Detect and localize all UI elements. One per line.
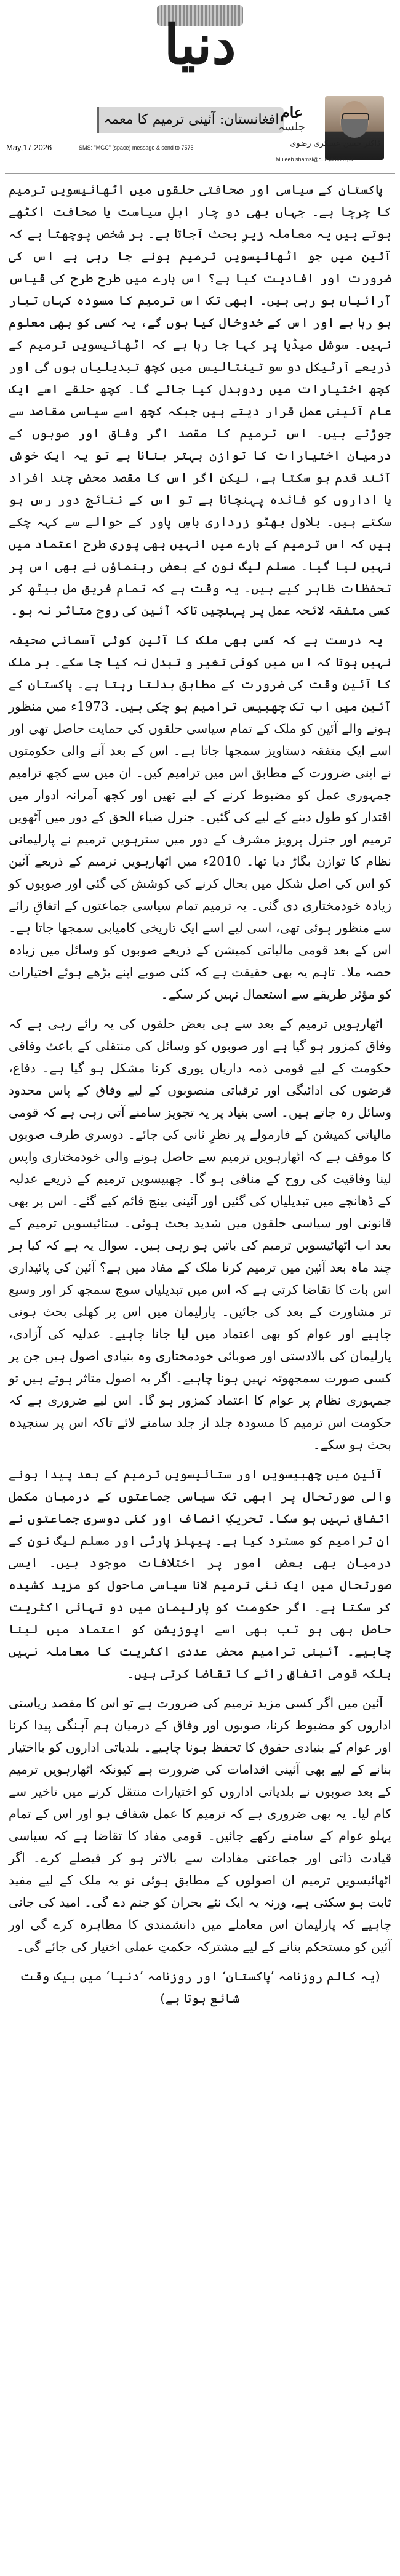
article-paragraph: آئین میں اگر کسی مزید ترمیم کی ضرورت ہے تو اس کا مقصد ریاستی اداروں کو مضبوط کرنا، صوبوں اور وفاق کے درمیان ہم آہنگی پیدا کرنا اور عوام کے بنیادی حقوق کا تحفظ ہونا چاہیے۔ بلدیاتی اداروں کو بااختیار بنانے کے لیے بھی آئینی اقدامات کی ضرورت ہے کیونکہ اٹھارہویں ترمیم کے بعد صوبوں نے بلدیاتی اداروں کو اختیارات منتقل کرنے میں تاخیر سے کام لیا۔ یہ بھی ضروری ہے کہ ترمیم کا عمل شفاف ہو اور اس کے تمام پہلو عوام کے سامنے رکھے جائیں۔ قومی مفاد کا تقاضا ہے کہ سیاسی قیادت ذاتی اور جماعتی مفادات سے بالاتر ہو کر فیصلے کرے۔ اگر اٹھائیسویں ترمیم ان اصولوں کے مطابق ہوئی تو یہ ملک کے لیے مفید ثابت ہو سکتی ہے، ورنہ یہ ایک نئے بحران کو جنم دے گی۔ امید کی جانی چاہیے کہ پارلیمان اس معاملے میں دانشمندی کا مظاہرہ کرے گی اور آئین کو مستحکم بنانے کے لیے مشترکہ حکمتِ عملی اختیار کی جائے گی۔: [9, 1696, 391, 1954]
article-paragraph: یہ درست ہے کہ کسی بھی ملک کا آئین کوئی آسمانی صحیفہ نہیں ہوتا کہ اس میں کوئی تغیر و تبدل نہ کیا جا سکے۔ ہر ملک کا آئین وقت کی ضرورت کے مطابق بدلتا رہتا ہے۔ پاکستان کے آئین میں اب تک چھبیس ترامیم ہو چکی ہیں۔ 1973ء میں منظور ہونے والے آئین کو ملک کے تمام سیاسی حلقوں کی حمایت حاصل تھی اور اسے ایک متفقہ دستاویز سمجھا جاتا ہے۔ اس کے بعد آنے والی حکومتوں نے اپنی ضرورت کے مطابق اس میں ترامیم کیں۔ ان میں سے کچھ ترامیم جمہوری عمل کو مضبوط کرنے کے لیے تھیں اور کچھ آمرانہ ادوار میں اقتدار کو طول دینے کے لیے کی گئیں۔ جنرل ضیاء الحق کے دور میں آٹھویں ترمیم اور جنرل پرویز مشرف کے دور میں سترہویں ترمیم نے پارلیمانی نظام کا توازن بگاڑ دیا تھا۔ 2010ء میں اٹھارہویں ترمیم کے ذریعے آئین کو اس کی اصل شکل میں بحال کرنے کی کوشش کی گئی اور صوبوں کو زیادہ خودمختاری دی گئی۔ یہ ترمیم تمام سیاسی جماعتوں کے اتفاقِ رائے سے منظور ہوئی تھی، اسی لیے اسے ایک تاریخی کامیابی سمجھا جاتا ہے۔ اس کے بعد قومی مالیاتی کمیشن کے ذریعے صوبوں کو وسائل میں زیادہ حصہ ملا۔ تاہم یہ بھی حقیقت ہے کہ کئی صوبے اپنے بڑھے ہوئے اختیارات کو مؤثر طریقے سے استعمال نہیں کر سکے۔: [9, 632, 391, 1002]
author-portrait: [325, 96, 384, 160]
article-paragraph: آئین میں چھبیسویں اور ستائیسویں ترمیم کے بعد پیدا ہونے والی صورتحال پر ابھی تک سیاسی جماعتوں کے درمیان مکمل اتفاق نہیں ہو سکا۔ تحریکِ انصاف اور کئی دوسری جماعتوں نے ان ترامیم کو مسترد کیا ہے۔ پیپلز پارٹی اور مسلم لیگ نون کے درمیان بھی بعض امور پر اختلافات موجود ہیں۔ ایسی صورتحال میں ایک نئی ترمیم لانا سیاسی ماحول کو مزید کشیدہ کر سکتا ہے۔ اگر حکومت کو پارلیمان میں دو تہائی اکثریت حاصل بھی ہو تب بھی اسے اپوزیشن کو اعتماد میں لینا چاہیے۔ آئینی ترامیم محض عددی اکثریت کا معاملہ نہیں بلکہ قومی اتفاقِ رائے کا تقاضا کرتی ہیں۔: [9, 1467, 391, 1681]
masthead: [0, 0, 400, 92]
article-paragraph: اٹھارہویں ترمیم کے بعد سے ہی بعض حلقوں کی یہ رائے رہی ہے کہ وفاق کمزور ہو گیا ہے اور صوبوں کو وسائل کی منتقلی کے باعث وفاقی حکومت کے لیے قومی ذمہ داریاں پوری کرنا مشکل ہو گیا ہے۔ دفاع، قرضوں کی ادائیگی اور ترقیاتی منصوبوں کے لیے وفاق کے پاس محدود وسائل رہ جاتے ہیں۔ اسی بنیاد پر یہ تجویز سامنے آتی رہی ہے کہ قومی مالیاتی کمیشن کے فارمولے پر نظرِ ثانی کی جائے۔ دوسری طرف صوبوں کا موقف ہے کہ اٹھارہویں ترمیم سے حاصل ہونے والی خودمختاری واپس لینا وفاقیت کی روح کے منافی ہو گا۔ چھبیسویں ترمیم کے ذریعے عدلیہ کے ڈھانچے میں تبدیلیاں کی گئیں اور آئینی بینچ قائم کیے گئے۔ اس پر بھی قانونی اور سیاسی حلقوں میں شدید بحث ہوئی۔ ستائیسویں ترمیم کے بعد اب اٹھائیسویں ترمیم کی باتیں ہو رہی ہیں۔ سوال یہ ہے کہ کیا ہر چند ماہ بعد آئین میں ترمیم کرنا ملک کے مفاد میں ہے؟ آئین کی پائیداری اس بات کا تقاضا کرتی ہے کہ اس میں تبدیلیاں سوچ سمجھ کر اور وسیع تر مشاورت کے بعد کی جائیں۔ پارلیمان میں اس پر کھلی بحث ہونی چاہیے اور عوام کو بھی اعتماد میں لیا جانا چاہیے۔ عدلیہ کی آزادی، پارلیمان کی بالادستی اور صوبائی خودمختاری وہ بنیادی اصول ہیں جن پر کسی صورت سمجھوتہ نہیں ہونا چاہیے۔ اگر یہ اصول متاثر ہوتے ہیں تو جمہوری نظام پر عوام کا اعتماد کمزور ہو گا۔ اس لیے ضروری ہے کہ حکومت اس ترمیم کا مسودہ جلد از جلد سامنے لائے تاکہ اس پر سنجیدہ بحث ہو سکے۔: [9, 1016, 391, 1452]
header-divider: [5, 173, 395, 174]
column-name-line1: عام: [280, 103, 303, 121]
article-paragraph: پاکستان کے سیاسی اور صحافتی حلقوں میں اٹھائیسویں ترمیم کا چرچا ہے۔ جہاں بھی دو چار اہلِ سیاست یا صحافت اکٹھے ہوتے ہیں یہ معاملہ زیرِ بحث آجاتا ہے۔ ہر شخص پوچھتا ہے کہ آئین میں جو اٹھائیسویں ترمیم ہونے جا رہی ہے اس کی ضرورت اور افادیت کیا ہے؟ اس بارے میں طرح طرح کی قیاس آرائیاں ہو رہی ہیں۔ ابھی تک اس ترمیم کا مسودہ کہاں تیار ہو رہا ہے اور اس کے خدوخال کیا ہوں گے، یہ کسی کو بھی معلوم نہیں۔ سوشل میڈیا پر کہا جا رہا ہے کہ اٹھائیسویں ترمیم کے ذریعے آرٹیکل دو سو تینتالیس میں کچھ تبدیلیاں ہوں گی اور کچھ اختیارات میں ردوبدل کیا جائے گا۔ کچھ حلقے اسے ایک عام آئینی عمل قرار دیتے ہیں جبکہ کچھ اسے سیاسی مقاصد سے جوڑتے ہیں۔ اس ترمیم کا مقصد اگر وفاق اور صوبوں کے درمیان اختیارات کا توازن بہتر بنانا ہے تو یہ ایک خوش آئند قدم ہو سکتا ہے، لیکن اگر اس کا مقصد محض چند افراد یا اداروں کو فائدہ پہنچانا ہے تو اس کے نتائج دور رس ہو سکتے ہیں۔ بلاول بھٹو زرداری باسِ پاور کے حوالے سے کہہ چکے ہیں کہ اس ترمیم کے بارے میں انہیں بھی پوری طرح اعتماد میں نہیں لیا گیا۔ مسلم لیگ نون کے بعض رہنماؤں نے بھی اس پر تحفظات ظاہر کیے ہیں۔ یہ وقت ہے کہ تمام فریق مل بیٹھ کر کسی متفقہ لائحہ عمل پر پہنچیں تاکہ آئین کی روح متاثر نہ ہو۔: [9, 182, 391, 618]
column-title-bar: [97, 107, 284, 133]
column-title: افغانستان: آئینی ترمیم کا معمہ: [103, 112, 279, 127]
logo-text: دنیا: [164, 12, 236, 76]
author-email: Mujeeb.shamsi@dunya.com.pk: [276, 156, 353, 162]
byline-band: [5, 96, 395, 171]
article-body: [9, 178, 391, 2017]
publish-date: May,17,2026: [6, 143, 52, 152]
column-name-line2: جلسہ: [278, 121, 305, 134]
newspaper-logo: [157, 5, 243, 88]
author-name: ڈاکٹر حسن عسکری رضوی: [290, 139, 380, 148]
sms-info: SMS: "MGC" (space) message & send to 7575: [79, 145, 194, 151]
article-footnote: (یہ کالم روزنامہ ’پاکستان‘ اور روزنامہ ’دنیا‘ میں بیک وقت شائع ہوتا ہے): [20, 1969, 380, 2006]
column-name-tag: [276, 105, 308, 137]
portrait-beard: [341, 119, 368, 138]
